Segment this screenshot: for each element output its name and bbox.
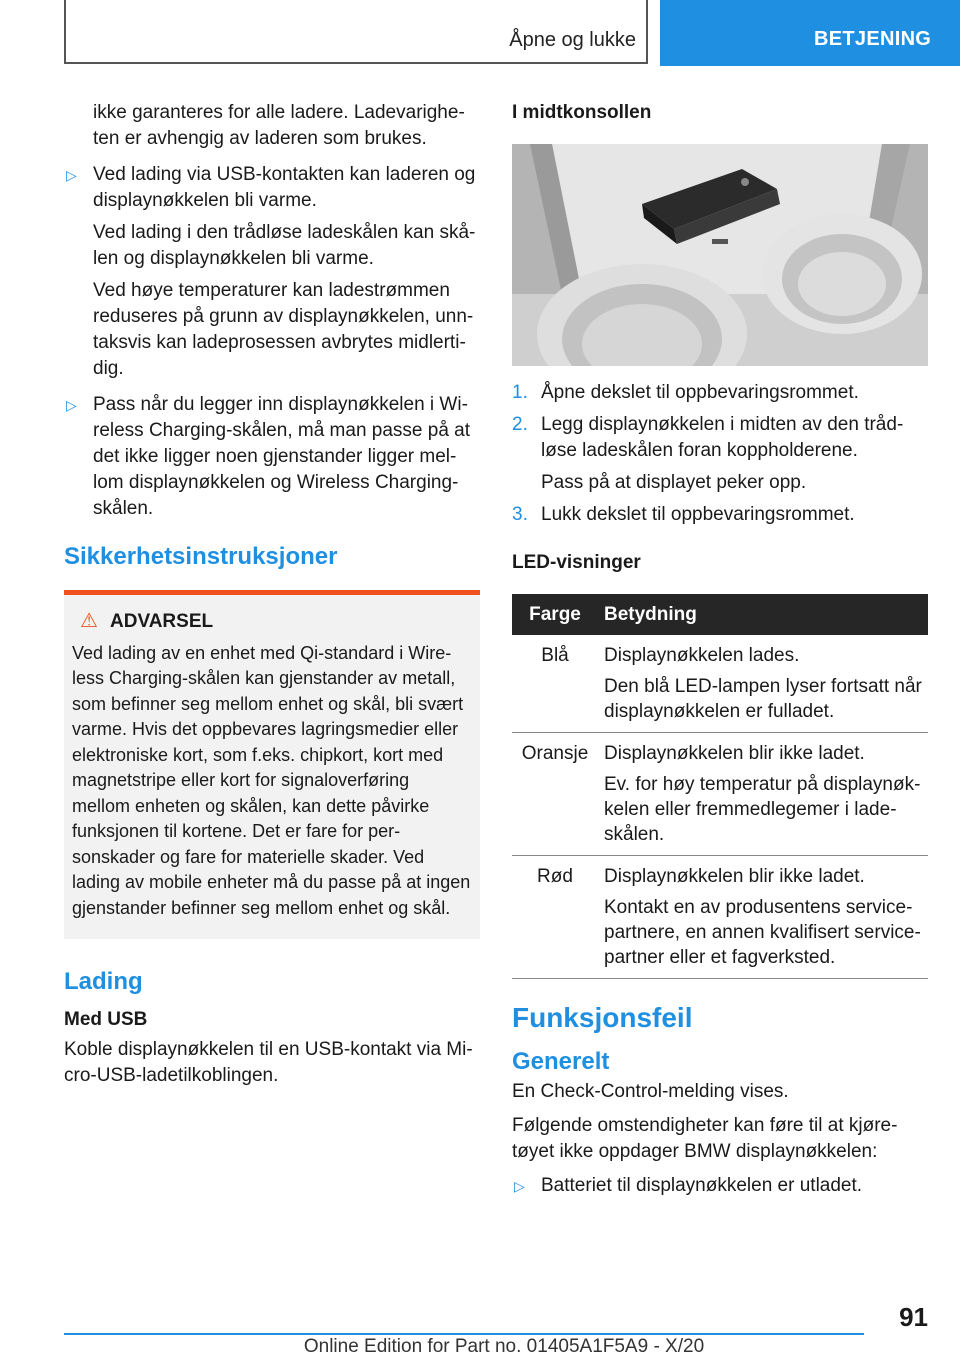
table-row xyxy=(512,635,928,733)
triangle-bullet-icon: ▷ xyxy=(66,397,77,413)
header-frame xyxy=(64,0,648,64)
step-number: 3. xyxy=(512,504,528,525)
table-row xyxy=(512,733,928,856)
led-meaning-detail: Kontakt en av produsentens servicepartnere, en annen kvalifisert servicepartner eller et fagverksted. xyxy=(604,897,921,968)
bullet-text: Ved høye temperaturer kan ladestrømmen reduseres på grunn av displaynøkkelen, unntaksvis kan ladeprosessen avbrytes midlertidig. xyxy=(93,280,474,379)
step-number: 1. xyxy=(512,382,528,403)
warning-title xyxy=(80,609,472,635)
step-text: Åpne dekslet til oppbevaringsrommet. xyxy=(541,382,859,403)
table-header-row xyxy=(512,594,928,635)
general-paragraph: En Check-Control-melding vises. xyxy=(512,1081,789,1102)
warning-text: Ved lading av en enhet med Qi-standard i Wireless Charging-skålen kan gjenstander av metall, som befinner seg mellom enhet og skål, bli svært varme. Hvis det oppbevares lagringsmedier eller elektroniske kort, som f.eks. chipkort, kort med magnetstripe eller kort for signaloverføring mellom enheten og skålen, kan dette påvirke funksjonen til kortene. Det er fare for personskader og fare for materielle skader. Ved lading av mobile enheter må du passe på at ingen gjenstander befinner seg mellom enhet og skål. xyxy=(72,642,471,918)
general-heading: Generelt xyxy=(512,1048,610,1075)
intro-paragraph: ikke garanteres for alle ladere. Ladevarigheten er avhengig av laderen som brukes. xyxy=(93,102,465,149)
step-text: Lukk dekslet til oppbevaringsrommet. xyxy=(541,504,855,525)
section-title: Åpne og lukke xyxy=(509,29,636,51)
led-meaning xyxy=(598,733,928,856)
bullet-item xyxy=(64,392,480,522)
footer-edition-text: Online Edition for Part no. 01405A1F5A9 - X/20 xyxy=(303,1336,705,1357)
led-meaning-main: Displaynøkkelen blir ikke ladet. xyxy=(604,743,865,764)
general-paragraph: Følgende omstendigheter kan føre til at kjøretøyet ikke oppdager BMW displaynøkkelen: xyxy=(512,1115,898,1162)
column-header-color: Farge xyxy=(512,594,598,635)
usb-text: Koble displaynøkkelen til en USB-kontakt via Micro-USB-ladetilkoblingen. xyxy=(64,1039,473,1086)
triangle-bullet-icon: ▷ xyxy=(514,1178,525,1194)
led-meaning xyxy=(598,635,928,733)
step-item xyxy=(512,380,928,406)
warning-triangle-icon: ⚠ xyxy=(80,610,98,632)
led-color: Oransje xyxy=(512,733,598,856)
led-meaning-detail: Ev. for høy temperatur på displaynøkkelen eller fremmedlegemer i ladeskålen. xyxy=(604,774,921,845)
bullet-text: Ved lading via USB-kontakten kan laderen og displaynøkkelen bli varme. xyxy=(93,164,476,211)
right-column xyxy=(512,100,928,1199)
step-note: Pass på at displayet peker opp. xyxy=(541,472,807,493)
usb-heading: Med USB xyxy=(64,1009,148,1030)
led-heading: LED-visninger xyxy=(512,552,641,573)
fault-heading: Funksjonsfeil xyxy=(512,1002,693,1033)
step-item xyxy=(512,502,928,528)
led-color: Rød xyxy=(512,856,598,979)
table-row xyxy=(512,856,928,979)
step-item xyxy=(512,412,928,496)
center-console-illustration xyxy=(512,144,928,366)
led-color: Blå xyxy=(512,635,598,733)
footer-edition xyxy=(64,1336,944,1358)
bullet-text: Pass når du legger inn displaynøkkelen i Wireless Charging-skålen, må man passe på at det ikke ligger noen gjenstander ligger mellom displaynøkkelen og Wireless Charging-skålen. xyxy=(93,394,471,519)
console-heading: I midtkonsollen xyxy=(512,102,652,123)
led-meaning-main: Displaynøkkelen blir ikke ladet. xyxy=(604,866,865,887)
footer-divider xyxy=(64,1333,864,1335)
step-number: 2. xyxy=(512,414,528,435)
step-text: Legg displaynøkkelen i midten av den trådløse ladeskålen foran koppholderene. xyxy=(541,414,904,461)
led-meaning-main: Displaynøkkelen lades. xyxy=(604,645,800,666)
led-meaning-detail: Den blå LED-lampen lyser fortsatt når displaynøkkelen er fulladet. xyxy=(604,676,922,722)
left-column xyxy=(64,100,480,1089)
led-table xyxy=(512,594,928,979)
bullet-text: Batteriet til displaynøkkelen er utladet. xyxy=(541,1175,863,1196)
lading-heading: Lading xyxy=(64,968,143,995)
warning-box xyxy=(64,590,480,939)
warning-title-text: ADVARSEL xyxy=(110,611,214,632)
bullet-text: Ved lading i den trådløse ladeskålen kan skålen og displaynøkkelen bli varme. xyxy=(93,222,476,269)
bullet-item xyxy=(64,162,480,382)
safety-heading: Sikkerhetsinstruksjoner xyxy=(64,543,338,570)
bullet-item xyxy=(512,1173,928,1199)
led-meaning xyxy=(598,856,928,979)
console-photo xyxy=(512,144,928,366)
column-header-meaning: Betydning xyxy=(598,594,928,635)
page-number: 91 xyxy=(899,1302,928,1332)
chapter-tab: BETJENING xyxy=(660,0,960,66)
triangle-bullet-icon: ▷ xyxy=(66,167,77,183)
